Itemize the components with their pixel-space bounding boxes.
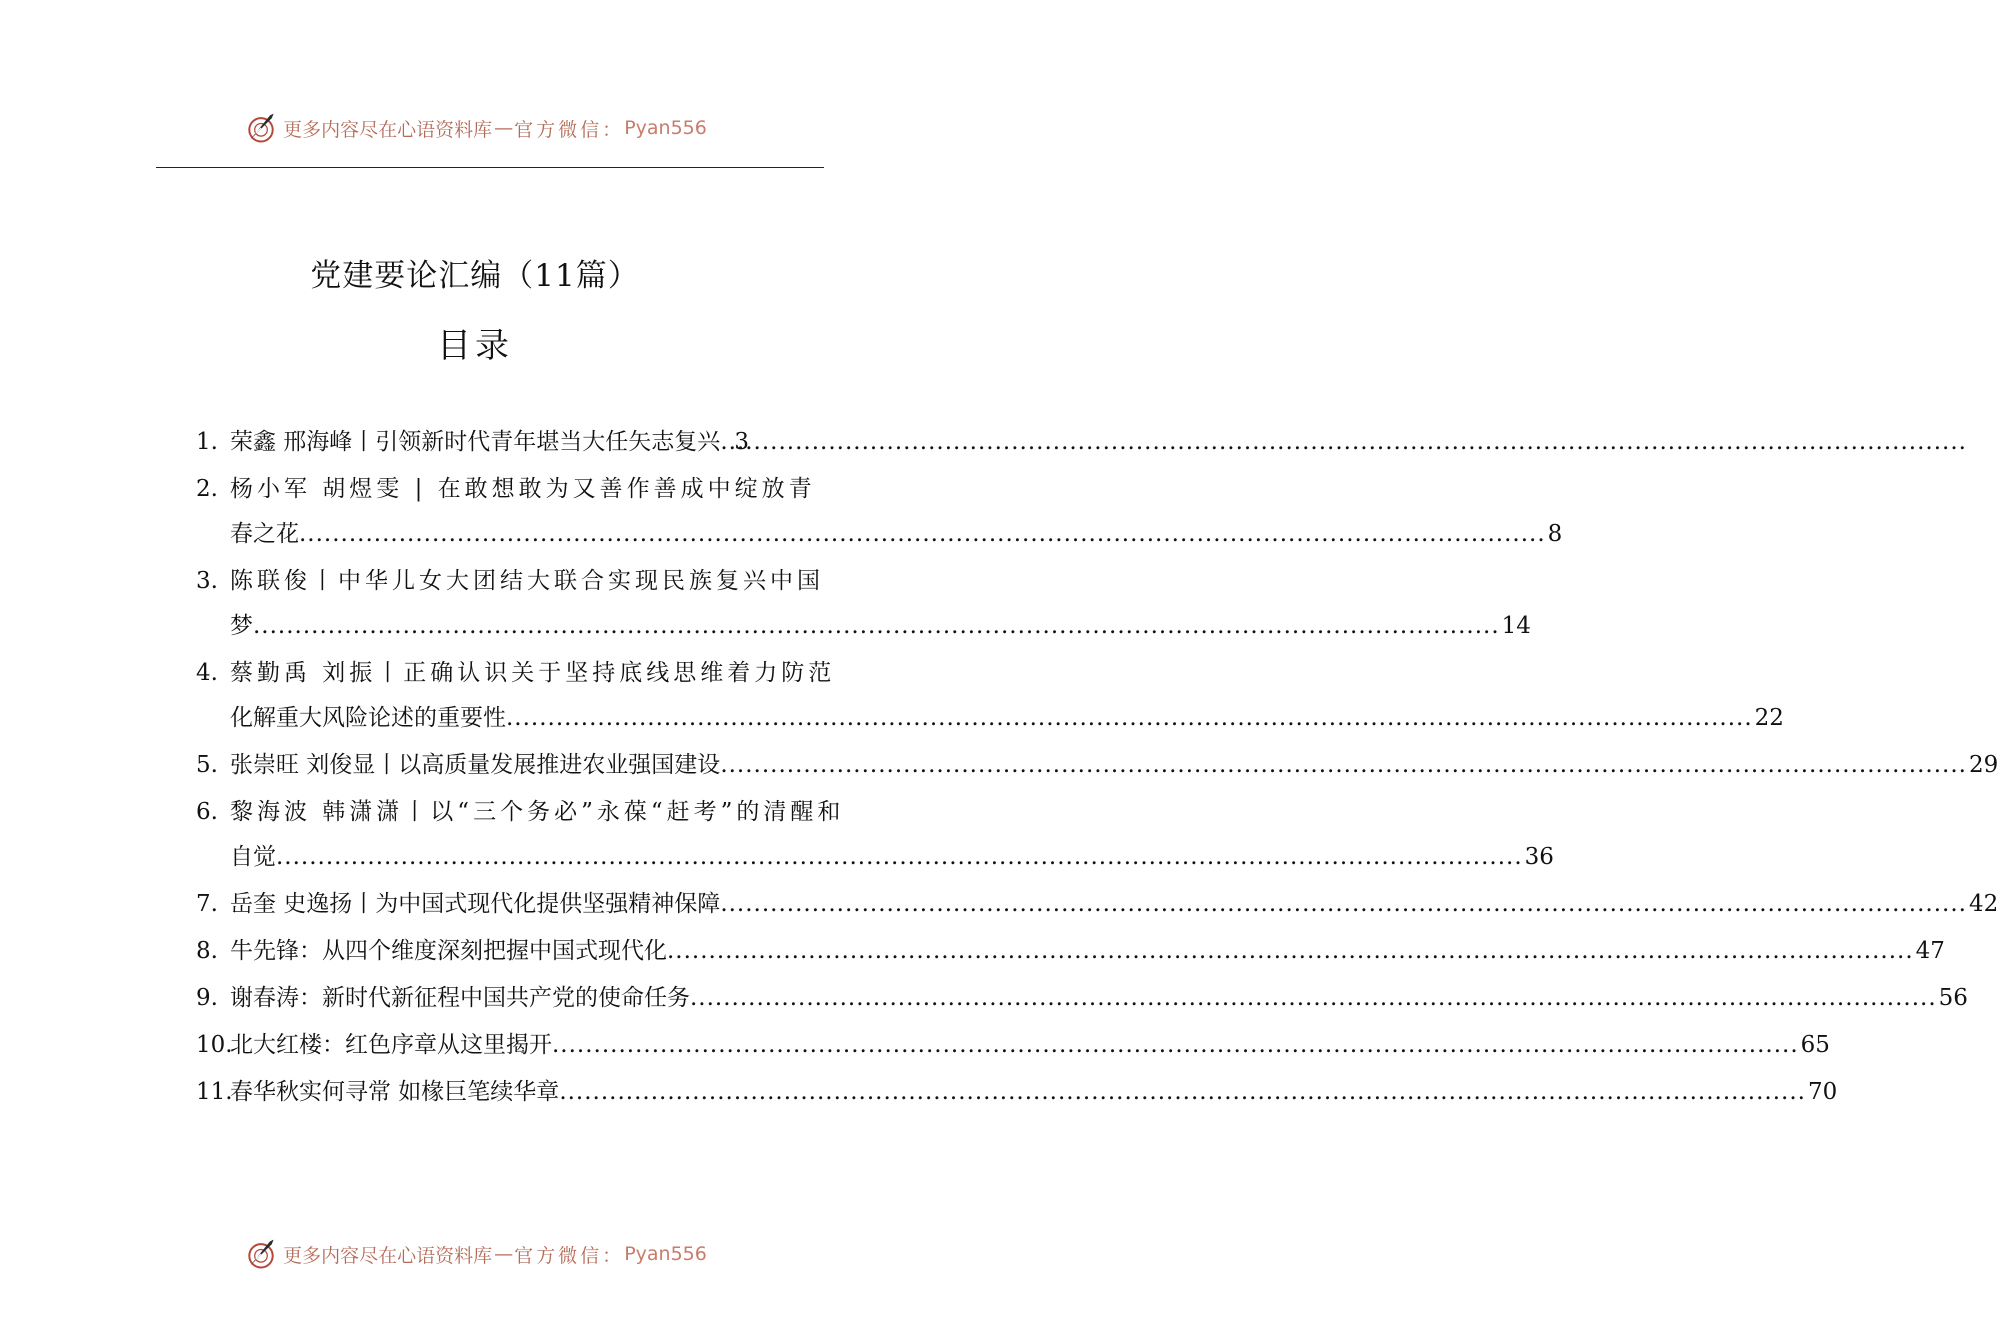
table-of-contents <box>196 424 1998 1121</box>
header-divider <box>156 167 824 168</box>
toc-entry-title-continued: 自觉 <box>230 844 276 870</box>
toc-entry[interactable] <box>196 794 1554 875</box>
toc-page-number: 3 <box>734 429 749 455</box>
banner-wechat-label: 官方微信： <box>514 118 625 141</box>
toc-entry-title-continued: 春之花 <box>230 521 299 547</box>
toc-dot-leader <box>552 1027 1799 1063</box>
toc-entry-title: 杨小军 胡煜雯 | 在敢想敢为又善作善成中绽放青 <box>230 476 816 502</box>
toc-page-number: 36 <box>1524 844 1554 870</box>
toc-page-number: 65 <box>1800 1032 1830 1058</box>
toc-page-number: 14 <box>1501 613 1531 639</box>
toc-dot-leader <box>299 516 1546 552</box>
toc-dot-leader <box>253 608 1500 644</box>
toc-entry-number: 11. <box>196 1079 233 1105</box>
banner-brand: 更多内容尽在心语资料库 <box>283 1244 493 1267</box>
toc-entry-number: 10. <box>196 1032 233 1058</box>
toc-entry-title-continued: 化解重大风险论述的重要性 <box>230 705 506 731</box>
toc-dot-leader <box>690 980 1937 1016</box>
header-banner <box>0 108 950 148</box>
toc-entry-title: 北大红楼：红色序章从这里揭开 <box>230 1032 552 1058</box>
toc-heading: 目录 <box>437 326 513 366</box>
banner-handle: Pyan556 <box>624 117 707 139</box>
toc-entry-number: 1. <box>196 429 218 455</box>
toc-entry-title: 陈联俊丨中华儿女大团结大联合实现民族复兴中国 <box>230 568 824 594</box>
banner-brand: 更多内容尽在心语资料库 <box>283 118 493 141</box>
quill-logo-icon <box>243 110 279 146</box>
toc-entry[interactable] <box>196 1027 1830 1063</box>
banner-wechat-label: 官方微信： <box>514 1244 625 1267</box>
toc-page-number: 29 <box>1968 752 1998 778</box>
toc-dot-leader <box>559 1074 1806 1110</box>
toc-page-number: 70 <box>1807 1079 1838 1105</box>
toc-entry-title: 谢春涛：新时代新征程中国共产党的使命任务 <box>230 985 690 1011</box>
toc-entry-number: 8. <box>196 938 218 964</box>
banner-handle: Pyan556 <box>624 1243 707 1265</box>
toc-entry[interactable] <box>196 563 1531 644</box>
toc-entry-number: 3. <box>196 568 218 594</box>
toc-page-number: 8 <box>1547 521 1563 547</box>
toc-page-number: 56 <box>1938 985 1968 1011</box>
toc-dot-leader <box>506 700 1753 736</box>
toc-entry-title: 荣鑫 邢海峰丨引领新时代青年堪当大任矢志复兴 <box>230 429 721 455</box>
toc-entry[interactable] <box>196 424 806 460</box>
toc-entry[interactable] <box>196 980 1968 1016</box>
document-title: 党建要论汇编（11篇） <box>310 258 640 294</box>
toc-entry-title: 春华秋实何寻常 如椽巨笔续华章 <box>230 1079 560 1105</box>
toc-dot-leader <box>720 424 732 460</box>
toc-entry-number: 2. <box>196 476 218 502</box>
toc-entry-title: 牛先锋：从四个维度深刻把握中国式现代化 <box>230 938 667 964</box>
toc-entry[interactable] <box>196 747 1998 783</box>
banner-separator: — <box>494 117 513 139</box>
toc-dot-leader <box>667 933 1914 969</box>
toc-entry-number: 7. <box>196 891 218 917</box>
quill-logo-icon <box>243 1236 279 1272</box>
toc-entry-title: 张崇旺 刘俊显丨以高质量发展推进农业强国建设 <box>230 752 721 778</box>
toc-page-number: 42 <box>1968 891 1998 917</box>
toc-entry-number: 4. <box>196 660 218 686</box>
toc-entry-number: 6. <box>196 799 218 825</box>
toc-entry[interactable] <box>196 1074 1838 1110</box>
toc-entry-title-continued: 梦 <box>230 613 253 639</box>
toc-page-number: 47 <box>1915 938 1945 964</box>
toc-dot-leader <box>720 747 1967 783</box>
toc-entry[interactable] <box>196 471 1563 552</box>
toc-entry[interactable] <box>196 933 1945 969</box>
toc-dot-leader <box>720 886 1967 922</box>
toc-page-number: 22 <box>1754 705 1784 731</box>
toc-entry[interactable] <box>196 655 1784 736</box>
toc-entry[interactable] <box>196 886 1998 922</box>
footer-banner <box>0 1234 950 1274</box>
toc-entry-title: 黎海波 韩潇潇丨以“三个务必”永葆“赶考”的清醒和 <box>230 799 845 825</box>
toc-entry-title: 蔡勤禹 刘振丨正确认识关于坚持底线思维着力防范 <box>230 660 836 686</box>
toc-entry-title: 岳奎 史逸扬丨为中国式现代化提供坚强精神保障 <box>230 891 721 917</box>
banner-separator: — <box>494 1243 513 1265</box>
toc-entry-number: 9. <box>196 985 218 1011</box>
toc-dot-leader <box>276 839 1523 875</box>
toc-entry-number: 5. <box>196 752 218 778</box>
